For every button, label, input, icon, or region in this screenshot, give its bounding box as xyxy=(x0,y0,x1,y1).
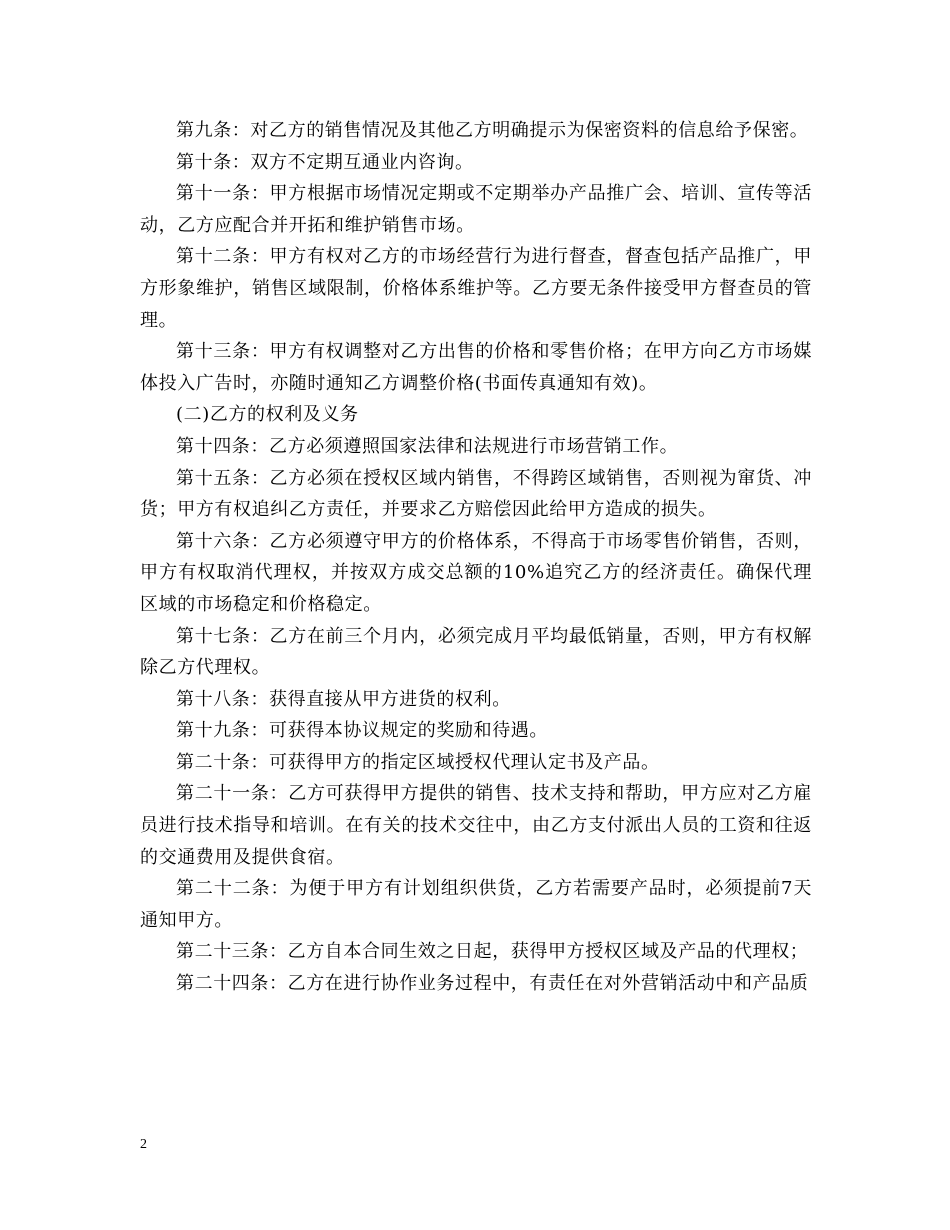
document-body xyxy=(140,115,812,1000)
paragraph-article-11: 第十一条：甲方根据市场情况定期或不定期举办产品推广会、培训、宣传等活动，乙方应配合并开拓和维护销售市场。 xyxy=(140,183,812,236)
section-heading-party-b-rights: (二)乙方的权利及义务 xyxy=(176,404,359,426)
paragraph-article-19: 第十九条：可获得本协议规定的奖励和待遇。 xyxy=(176,720,548,742)
paragraph-article-12: 第十二条：甲方有权对乙方的市场经营行为进行督查，督查包括产品推广，甲方形象维护，销售区域限制，价格体系维护等。乙方要无条件接受甲方督查员的管理。 xyxy=(140,246,812,331)
paragraph-article-20: 第二十条：可获得甲方的指定区域授权代理认定书及产品。 xyxy=(176,751,660,773)
paragraph-article-24: 第二十四条：乙方在进行协作业务过程中，有责任在对外营销活动中和产品质 xyxy=(176,973,809,995)
paragraph-article-17: 第十七条：乙方在前三个月内，必须完成月平均最低销量，否则，甲方有权解除乙方代理权。 xyxy=(140,625,812,679)
paragraph-article-23: 第二十三条：乙方自本合同生效之日起，获得甲方授权区域及产品的代理权； xyxy=(176,941,809,963)
paragraph-article-21: 第二十一条：乙方可获得甲方提供的销售、技术支持和帮助，甲方应对乙方雇员进行技术指导和培训。在有关的技术交往中，由乙方支付派出人员的工资和往返的交通费用及提供食宿。 xyxy=(140,783,812,868)
paragraph-article-14: 第十四条：乙方必须遵照国家法律和法规进行市场营销工作。 xyxy=(176,435,679,457)
paragraph-article-16: 第十六条：乙方必须遵守甲方的价格体系，不得高于市场零售价销售，否则，甲方有权取消代理权，并按双方成交总额的10%追究乙方的经济责任。确保代理区域的市场稳定和价格稳定。 xyxy=(140,530,812,615)
paragraph-article-13: 第十三条：甲方有权调整对乙方出售的价格和零售价格；在甲方向乙方市场媒体投入广告时，亦随时通知乙方调整价格(书面传真通知有效)。 xyxy=(140,341,812,394)
page-number: 2 xyxy=(140,1137,147,1152)
paragraph-article-22: 第二十二条：为便于甲方有计划组织供货，乙方若需要产品时，必须提前7天通知甲方。 xyxy=(140,878,812,931)
paragraph-article-18: 第十八条：获得直接从甲方进货的权利。 xyxy=(176,688,511,710)
paragraph-article-10: 第十条：双方不定期互通业内咨询。 xyxy=(176,151,474,173)
paragraph-article-15: 第十五条：乙方必须在授权区域内销售，不得跨区域销售，否则视为窜货、冲货；甲方有权追纠乙方责任，并要求乙方赔偿因此给甲方造成的损失。 xyxy=(140,467,812,521)
paragraph-article-9: 第九条：对乙方的销售情况及其他乙方明确提示为保密资料的信息给予保密。 xyxy=(176,120,809,141)
